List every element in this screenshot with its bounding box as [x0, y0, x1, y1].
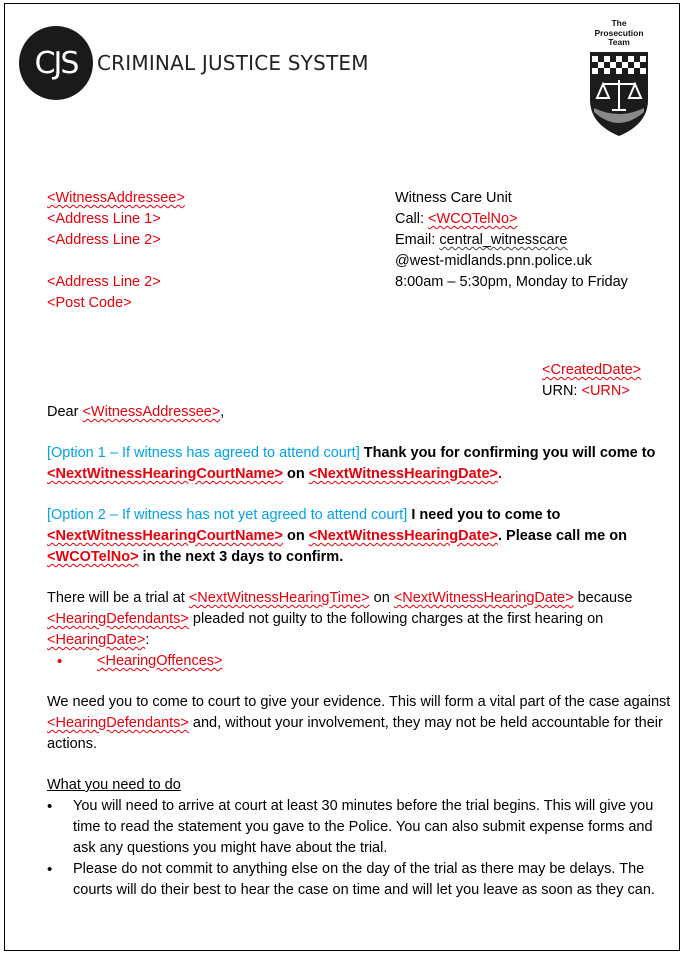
address-line-1: <Address Line 1>	[47, 211, 161, 227]
list-item: • <HearingOffences>	[47, 651, 675, 672]
badge-title: The Prosecution Team	[594, 18, 644, 47]
date-block	[542, 360, 641, 402]
option-1-paragraph: [Option 1 – If witness has agreed to attend court] Thank you for confirming you will come to <NextWitnessHearingCourtName> on <NextWitnessHearingDate>.	[47, 445, 656, 482]
list-item: • You will need to arrive at court at least 30 minutes before the trial begins. This will give you time to read the statement you gave to the Police. You can also submit expense forms and ask any questions you might have about the trial.	[47, 796, 675, 859]
call-line: Call: <WCOTelNo>	[395, 211, 518, 227]
greeting: Dear <WitnessAddressee>,	[47, 404, 225, 420]
cjs-logo	[19, 26, 369, 100]
opening-hours: 8:00am – 5:30pm, Monday to Friday	[395, 274, 628, 290]
recipient-address	[47, 188, 185, 314]
letter-body	[47, 402, 675, 901]
letter-page	[4, 3, 680, 951]
cjs-logo-text: CRIMINAL JUSTICE SYSTEM	[97, 51, 369, 75]
created-date: <CreatedDate>	[542, 362, 642, 378]
todo-list	[47, 796, 675, 901]
post-code: <Post Code>	[47, 295, 132, 311]
urn-line: URN: <URN>	[542, 383, 630, 399]
offences-list	[47, 651, 675, 672]
address-line-3: <Address Line 2>	[47, 274, 161, 290]
cjs-logo-mark: CJS	[19, 26, 93, 100]
email-line: Email: central_witnesscare	[395, 232, 568, 248]
trial-paragraph: There will be a trial at <NextWitnessHearingTime> on <NextWitnessHearingDate> because <HearingDefendants> pleaded not guilty to the following charges at the first hearing on <HearingDate>: • <HearingOffences>	[47, 588, 675, 672]
unit-name: Witness Care Unit	[395, 190, 512, 206]
option-2-paragraph: [Option 2 – If witness has not yet agreed to attend court] I need you to come to <NextWitnessHearingCourtName> on <NextWitnessHearingDate>. Please call me on <WCOTelNo> in the next 3 days to confirm.	[47, 507, 627, 565]
prosecution-team-badge	[583, 19, 655, 138]
need-paragraph: We need you to come to court to give your evidence. This will form a vital part of the case against <HearingDefendants> and, without your involvement, they may not be held accountable for their actions.	[47, 694, 671, 752]
address-line-2: <Address Line 2>	[47, 232, 161, 248]
witness-care-contact	[395, 188, 628, 293]
todo-heading: What you need to do	[47, 777, 181, 793]
email-domain: @west-midlands.pnn.police.uk	[395, 253, 592, 269]
shield-scales-icon	[588, 50, 650, 138]
list-item: • Please do not commit to anything else on the day of the trial as there may be delays. The courts will do their best to hear the case on time and will let you leave as soon as they can.	[47, 859, 675, 901]
witness-addressee: <WitnessAddressee>	[47, 190, 185, 206]
